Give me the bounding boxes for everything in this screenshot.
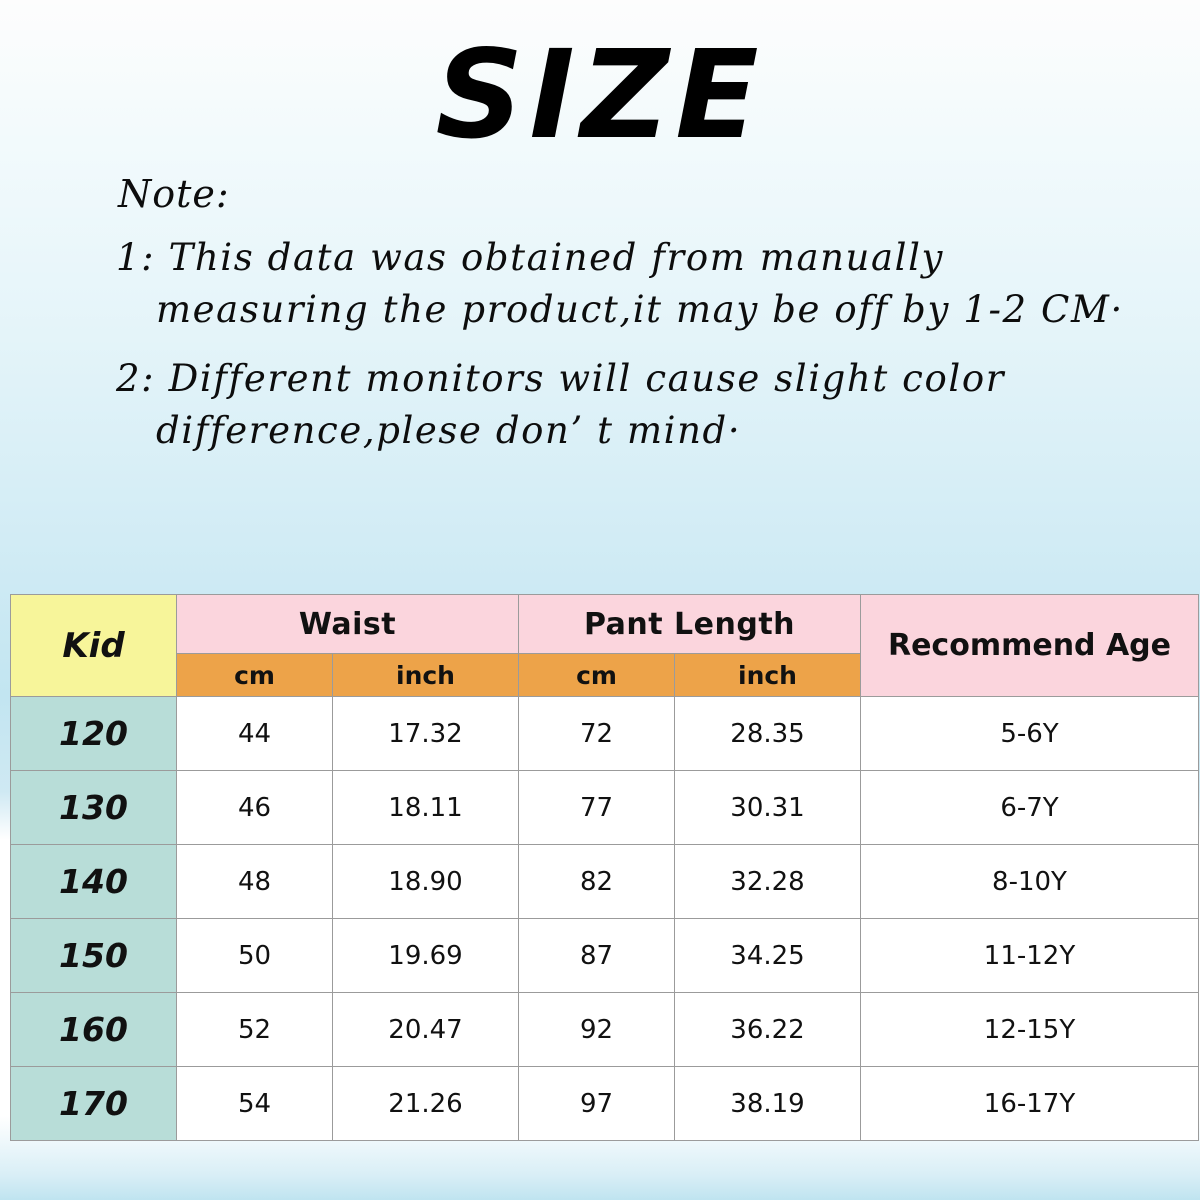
cell-length-inch: 28.35	[675, 697, 861, 771]
cell-length-inch: 30.31	[675, 771, 861, 845]
header-kid: Kid	[11, 595, 177, 697]
cell-age: 8-10Y	[861, 845, 1199, 919]
table-row	[11, 845, 1199, 919]
cell-length-inch: 32.28	[675, 845, 861, 919]
table-row	[11, 697, 1199, 771]
header-length-cm: cm	[519, 654, 675, 697]
cell-age: 16-17Y	[861, 1067, 1199, 1141]
cell-kid: 170	[11, 1067, 177, 1141]
cell-waist-cm: 54	[177, 1067, 333, 1141]
cell-length-inch: 36.22	[675, 993, 861, 1067]
note-item-2-line1: 2: Different monitors will cause slight color	[116, 356, 1005, 400]
cell-waist-inch: 21.26	[333, 1067, 519, 1141]
cell-waist-cm: 50	[177, 919, 333, 993]
cell-age: 5-6Y	[861, 697, 1199, 771]
cell-kid: 140	[11, 845, 177, 919]
cell-age: 6-7Y	[861, 771, 1199, 845]
note-item-1-line1: 1: This data was obtained from manually	[116, 235, 944, 279]
note-item-2	[100, 353, 1170, 458]
cell-kid: 120	[11, 697, 177, 771]
cell-length-cm: 97	[519, 1067, 675, 1141]
cell-waist-cm: 44	[177, 697, 333, 771]
cell-waist-inch: 18.90	[333, 845, 519, 919]
cell-waist-cm: 48	[177, 845, 333, 919]
note-item-1	[100, 232, 1170, 337]
header-waist-inch: inch	[333, 654, 519, 697]
cell-waist-inch: 19.69	[333, 919, 519, 993]
size-table	[10, 594, 1199, 1141]
cell-age: 11-12Y	[861, 919, 1199, 993]
header-waist: Waist	[177, 595, 519, 654]
cell-waist-inch: 18.11	[333, 771, 519, 845]
cell-kid: 150	[11, 919, 177, 993]
note-item-2-line2: difference,plese don’ t mind·	[156, 409, 742, 453]
cell-length-inch: 38.19	[675, 1067, 861, 1141]
cell-length-cm: 82	[519, 845, 675, 919]
note-label: Note:	[118, 172, 230, 216]
cell-kid: 130	[11, 771, 177, 845]
header-pant-length: Pant Length	[519, 595, 861, 654]
cell-length-cm: 72	[519, 697, 675, 771]
cell-length-inch: 34.25	[675, 919, 861, 993]
header-length-inch: inch	[675, 654, 861, 697]
note-item-1-line2: measuring the product,it may be off by 1-2 CM·	[156, 288, 1124, 332]
cell-length-cm: 92	[519, 993, 675, 1067]
cell-length-cm: 87	[519, 919, 675, 993]
table-header-row-groups	[11, 595, 1199, 654]
table-row	[11, 1067, 1199, 1141]
cell-waist-inch: 20.47	[333, 993, 519, 1067]
cell-waist-cm: 52	[177, 993, 333, 1067]
size-table-container	[10, 594, 1190, 1141]
header-recommend-age: Recommend Age	[861, 595, 1199, 697]
cell-waist-inch: 17.32	[333, 697, 519, 771]
cell-kid: 160	[11, 993, 177, 1067]
table-row	[11, 919, 1199, 993]
cell-waist-cm: 46	[177, 771, 333, 845]
cell-length-cm: 77	[519, 771, 675, 845]
cell-age: 12-15Y	[861, 993, 1199, 1067]
page-title: SIZE	[435, 24, 765, 166]
table-row	[11, 993, 1199, 1067]
header-waist-cm: cm	[177, 654, 333, 697]
note-block	[100, 172, 1170, 474]
table-row	[11, 771, 1199, 845]
